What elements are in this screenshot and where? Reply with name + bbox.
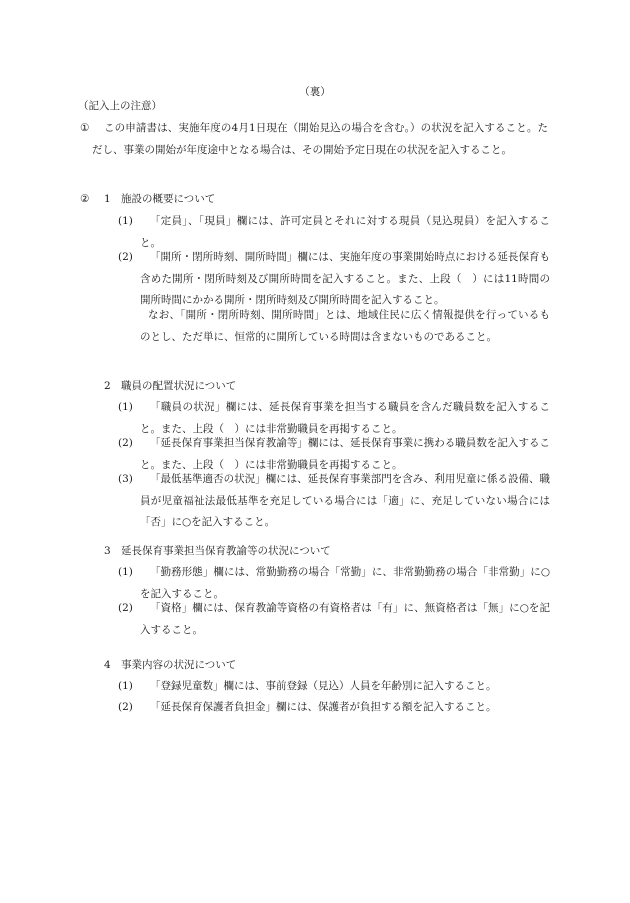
section1-note: なお、「開所・閉所時刻、開所時間」とは、地域住民に広く情報提供を行っているものとし、ただ単に、恒常的に開所している時間は含まないものであること。 (140, 309, 550, 343)
section4-item1-text: 「登録児童数」欄には、事前登録（見込）人員を年齢別に記入すること。 (150, 680, 497, 692)
section4-title: 事業内容の状況について (121, 659, 237, 671)
section1-item1-number: (1) (118, 215, 133, 227)
section3-item1-number: (1) (118, 566, 133, 578)
section1-item2-number: (2) (118, 251, 133, 263)
section4-number: 4 (104, 659, 111, 671)
note1-marker: ① (80, 122, 90, 134)
section2-item3-number: (3) (118, 473, 133, 485)
section2-item1-number: (1) (118, 401, 133, 413)
page-header: （裏） (299, 86, 331, 98)
notes-title: （記入上の注意） (78, 100, 162, 112)
section2-item3-text: 「最低基準適否の状況」欄には、延長保育事業部門を含み、利用児童に係る設備、職員が児童福祉法最低基準を充足している場合には「適」に、充足していない場合には「否」に○を記入すること。 (140, 473, 550, 528)
note1-text: この申請書は、実施年度の4月1日現在（開始見込の場合を含む。）の状況を記入すること。ただし、事業の開始が年度途中となる場合は、その開始予定日現在の状況を記入すること。 (92, 122, 548, 156)
section2-item2-number: (2) (118, 437, 133, 449)
section2-item2-text: 「延長保育事業担当保育教諭等」欄には、延長保育事業に携わる職員数を記入すること。また、上段（ ）には非常勤職員を再掲すること。 (140, 437, 550, 471)
section2-number: 2 (104, 380, 111, 392)
section1-item2-text: 「開所・閉所時刻、開所時間」欄には、実施年度の事業開始時点における延長保育も含めた開所・閉所時刻及び開所時間を記入すること。また、上段（ ）には11時間の開所時間にかかる開所・閉所時刻及び開所時間を記入すること。 (140, 251, 550, 306)
section3-item2-text: 「資格」欄には、保育教諭等資格の有資格者は「有」に、無資格者は「無」に○を記入すること。 (140, 602, 550, 636)
section3-item2-number: (2) (118, 602, 133, 614)
section2-title: 職員の配置状況について (121, 380, 237, 392)
section4-item2-text: 「延長保育保護者負担金」欄には、保護者が負担する額を記入すること。 (150, 701, 497, 713)
section4-item1-number: (1) (118, 680, 133, 692)
section3-number: 3 (104, 545, 111, 557)
section4-item2-number: (2) (118, 701, 133, 713)
section3-title: 延長保育事業担当保育教諭等の状況について (121, 545, 331, 557)
section3-item1-text: 「勤務形態」欄には、常勤勤務の場合「常勤」に、非常勤勤務の場合「非常勤」に○を記入すること。 (140, 566, 550, 600)
section1-title: 施設の概要について (121, 193, 216, 205)
section2-item1-text: 「職員の状況」欄には、延長保育事業を担当する職員を含んだ職員数を記入すること。また、上段（ ）には非常勤職員を再掲すること。 (140, 401, 550, 435)
section1-item1-text: 「定員」、「現員」欄には、許可定員とそれに対する現員（見込現員）を記入すること。 (140, 215, 550, 249)
note2-marker: ② (80, 193, 90, 205)
section1-number: 1 (104, 193, 111, 205)
